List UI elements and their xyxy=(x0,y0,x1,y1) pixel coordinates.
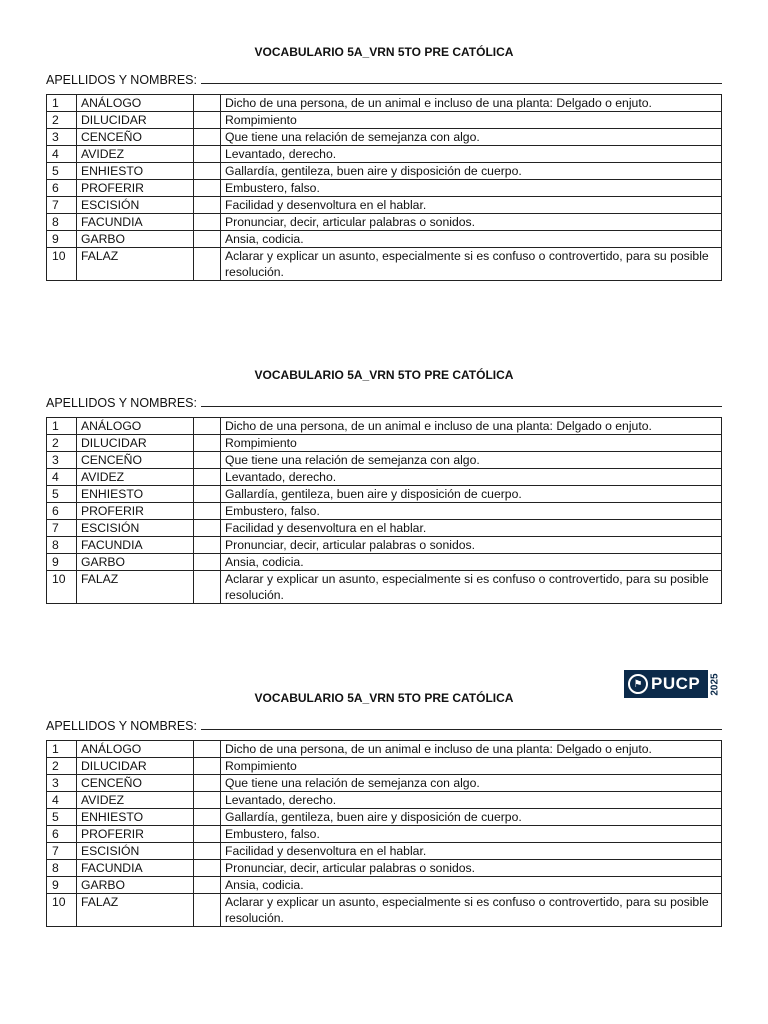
row-word: ENHIESTO xyxy=(77,486,194,503)
table-row xyxy=(47,775,722,792)
row-definition: Rompimiento xyxy=(221,112,722,129)
row-definition: Aclarar y explicar un asunto, especialmente si es confuso o controvertido, para su posible resolución. xyxy=(221,248,722,281)
table-row xyxy=(47,435,722,452)
table-row xyxy=(47,180,722,197)
row-definition: Gallardía, gentileza, buen aire y disposición de cuerpo. xyxy=(221,809,722,826)
row-definition: Gallardía, gentileza, buen aire y disposición de cuerpo. xyxy=(221,486,722,503)
row-definition: Embustero, falso. xyxy=(221,180,722,197)
row-definition: Que tiene una relación de semejanza con algo. xyxy=(221,452,722,469)
name-blank[interactable] xyxy=(201,718,722,730)
table-row xyxy=(47,469,722,486)
row-number: 4 xyxy=(47,792,77,809)
row-word: GARBO xyxy=(77,554,194,571)
logo-text: PUCP xyxy=(651,674,701,693)
row-definition: Gallardía, gentileza, buen aire y disposición de cuerpo. xyxy=(221,163,722,180)
vocabulary-table xyxy=(46,94,722,281)
row-definition: Facilidad y desenvoltura en el hablar. xyxy=(221,197,722,214)
row-definition: Pronunciar, decir, articular palabras o sonidos. xyxy=(221,537,722,554)
row-definition: Facilidad y desenvoltura en el hablar. xyxy=(221,520,722,537)
name-line xyxy=(46,395,722,411)
row-word: DILUCIDAR xyxy=(77,112,194,129)
row-number: 8 xyxy=(47,860,77,877)
row-answer-blank[interactable] xyxy=(194,537,221,554)
row-number: 10 xyxy=(47,571,77,604)
row-number: 1 xyxy=(47,95,77,112)
row-definition: Aclarar y explicar un asunto, especialmente si es confuso o controvertido, para su posible resolución. xyxy=(221,571,722,604)
row-definition: Dicho de una persona, de un animal e incluso de una planta: Delgado o enjuto. xyxy=(221,418,722,435)
row-definition: Pronunciar, decir, articular palabras o sonidos. xyxy=(221,214,722,231)
table-row xyxy=(47,571,722,604)
table-row xyxy=(47,214,722,231)
row-answer-blank[interactable] xyxy=(194,826,221,843)
row-answer-blank[interactable] xyxy=(194,95,221,112)
row-number: 9 xyxy=(47,554,77,571)
row-number: 4 xyxy=(47,146,77,163)
row-number: 6 xyxy=(47,180,77,197)
row-word: PROFERIR xyxy=(77,503,194,520)
row-number: 5 xyxy=(47,809,77,826)
table-row xyxy=(47,741,722,758)
vocabulary-table xyxy=(46,417,722,604)
row-number: 9 xyxy=(47,877,77,894)
table-row xyxy=(47,112,722,129)
row-answer-blank[interactable] xyxy=(194,248,221,281)
row-answer-blank[interactable] xyxy=(194,758,221,775)
row-answer-blank[interactable] xyxy=(194,163,221,180)
row-number: 1 xyxy=(47,741,77,758)
table-row xyxy=(47,792,722,809)
row-word: ENHIESTO xyxy=(77,163,194,180)
table-row xyxy=(47,486,722,503)
row-number: 3 xyxy=(47,452,77,469)
table-row xyxy=(47,894,722,927)
row-definition: Embustero, falso. xyxy=(221,503,722,520)
row-number: 6 xyxy=(47,826,77,843)
row-answer-blank[interactable] xyxy=(194,180,221,197)
row-answer-blank[interactable] xyxy=(194,503,221,520)
row-word: DILUCIDAR xyxy=(77,758,194,775)
row-number: 7 xyxy=(47,520,77,537)
row-word: ESCISIÓN xyxy=(77,520,194,537)
row-word: AVIDEZ xyxy=(77,792,194,809)
table-row xyxy=(47,503,722,520)
name-blank[interactable] xyxy=(201,72,722,84)
name-line xyxy=(46,72,722,88)
row-word: ANÁLOGO xyxy=(77,418,194,435)
row-definition: Ansia, codicia. xyxy=(221,231,722,248)
row-number: 3 xyxy=(47,129,77,146)
table-row xyxy=(47,843,722,860)
row-answer-blank[interactable] xyxy=(194,792,221,809)
row-answer-blank[interactable] xyxy=(194,129,221,146)
row-definition: Rompimiento xyxy=(221,435,722,452)
vocabulary-table xyxy=(46,740,722,927)
row-word: CENCEÑO xyxy=(77,129,194,146)
row-number: 3 xyxy=(47,775,77,792)
worksheet-title: VOCABULARIO 5A_VRN 5TO PRE CATÓLICA xyxy=(254,691,514,705)
table-row xyxy=(47,452,722,469)
row-answer-blank[interactable] xyxy=(194,112,221,129)
table-row xyxy=(47,197,722,214)
table-row xyxy=(47,129,722,146)
row-number: 2 xyxy=(47,435,77,452)
row-word: CENCEÑO xyxy=(77,452,194,469)
table-row xyxy=(47,758,722,775)
row-word: AVIDEZ xyxy=(77,146,194,163)
row-number: 1 xyxy=(47,418,77,435)
row-word: FALAZ xyxy=(77,894,194,927)
row-definition: Que tiene una relación de semejanza con algo. xyxy=(221,775,722,792)
table-row xyxy=(47,877,722,894)
worksheet-1 xyxy=(46,44,722,281)
row-word: CENCEÑO xyxy=(77,775,194,792)
row-word: FALAZ xyxy=(77,248,194,281)
vocabulary-rows xyxy=(47,95,722,281)
row-word: ANÁLOGO xyxy=(77,741,194,758)
worksheet-title: VOCABULARIO 5A_VRN 5TO PRE CATÓLICA xyxy=(254,368,514,382)
table-row xyxy=(47,418,722,435)
row-word: ANÁLOGO xyxy=(77,95,194,112)
row-answer-blank[interactable] xyxy=(194,741,221,758)
worksheet-title: VOCABULARIO 5A_VRN 5TO PRE CATÓLICA xyxy=(254,45,514,59)
row-number: 8 xyxy=(47,537,77,554)
row-definition: Ansia, codicia. xyxy=(221,877,722,894)
row-word: GARBO xyxy=(77,231,194,248)
row-number: 4 xyxy=(47,469,77,486)
table-row xyxy=(47,809,722,826)
worksheet-3 xyxy=(46,690,722,927)
table-row xyxy=(47,860,722,877)
row-word: ENHIESTO xyxy=(77,809,194,826)
name-label: APELLIDOS Y NOMBRES: xyxy=(46,73,197,87)
row-answer-blank[interactable] xyxy=(194,877,221,894)
row-definition: Levantado, derecho. xyxy=(221,792,722,809)
row-answer-blank[interactable] xyxy=(194,571,221,604)
table-row xyxy=(47,554,722,571)
row-answer-blank[interactable] xyxy=(194,520,221,537)
row-word: DILUCIDAR xyxy=(77,435,194,452)
name-blank[interactable] xyxy=(201,395,722,407)
row-definition: Levantado, derecho. xyxy=(221,469,722,486)
row-word: ESCISIÓN xyxy=(77,843,194,860)
table-row xyxy=(47,146,722,163)
row-answer-blank[interactable] xyxy=(194,231,221,248)
row-number: 10 xyxy=(47,248,77,281)
row-answer-blank[interactable] xyxy=(194,435,221,452)
row-number: 2 xyxy=(47,112,77,129)
row-answer-blank[interactable] xyxy=(194,860,221,877)
worksheet-2 xyxy=(46,367,722,604)
row-definition: Embustero, falso. xyxy=(221,826,722,843)
row-number: 5 xyxy=(47,163,77,180)
vocabulary-rows xyxy=(47,741,722,927)
row-definition: Dicho de una persona, de un animal e incluso de una planta: Delgado o enjuto. xyxy=(221,95,722,112)
row-answer-blank[interactable] xyxy=(194,843,221,860)
row-number: 8 xyxy=(47,214,77,231)
row-definition: Que tiene una relación de semejanza con algo. xyxy=(221,129,722,146)
row-answer-blank[interactable] xyxy=(194,197,221,214)
row-definition: Aclarar y explicar un asunto, especialmente si es confuso o controvertido, para su posible resolución. xyxy=(221,894,722,927)
row-number: 5 xyxy=(47,486,77,503)
row-definition: Dicho de una persona, de un animal e incluso de una planta: Delgado o enjuto. xyxy=(221,741,722,758)
row-answer-blank[interactable] xyxy=(194,469,221,486)
seal-icon: ⚑ xyxy=(628,674,648,694)
row-number: 6 xyxy=(47,503,77,520)
table-row xyxy=(47,537,722,554)
row-answer-blank[interactable] xyxy=(194,809,221,826)
table-row xyxy=(47,95,722,112)
row-number: 7 xyxy=(47,843,77,860)
name-label: APELLIDOS Y NOMBRES: xyxy=(46,396,197,410)
row-word: FACUNDIA xyxy=(77,537,194,554)
row-answer-blank[interactable] xyxy=(194,775,221,792)
row-definition: Rompimiento xyxy=(221,758,722,775)
row-word: FALAZ xyxy=(77,571,194,604)
row-answer-blank[interactable] xyxy=(194,146,221,163)
name-line xyxy=(46,718,722,734)
row-definition: Levantado, derecho. xyxy=(221,146,722,163)
name-label: APELLIDOS Y NOMBRES: xyxy=(46,719,197,733)
row-number: 10 xyxy=(47,894,77,927)
row-number: 2 xyxy=(47,758,77,775)
row-answer-blank[interactable] xyxy=(194,486,221,503)
row-answer-blank[interactable] xyxy=(194,894,221,927)
table-row xyxy=(47,248,722,281)
row-definition: Pronunciar, decir, articular palabras o sonidos. xyxy=(221,860,722,877)
vocabulary-rows xyxy=(47,418,722,604)
table-row xyxy=(47,231,722,248)
row-word: ESCISIÓN xyxy=(77,197,194,214)
table-row xyxy=(47,826,722,843)
row-word: AVIDEZ xyxy=(77,469,194,486)
row-answer-blank[interactable] xyxy=(194,214,221,231)
row-answer-blank[interactable] xyxy=(194,554,221,571)
row-answer-blank[interactable] xyxy=(194,452,221,469)
logo-year: 2025 xyxy=(709,672,721,696)
row-word: GARBO xyxy=(77,877,194,894)
row-number: 9 xyxy=(47,231,77,248)
row-definition: Ansia, codicia. xyxy=(221,554,722,571)
row-definition: Facilidad y desenvoltura en el hablar. xyxy=(221,843,722,860)
row-word: FACUNDIA xyxy=(77,214,194,231)
table-row xyxy=(47,163,722,180)
row-word: PROFERIR xyxy=(77,826,194,843)
row-word: FACUNDIA xyxy=(77,860,194,877)
table-row xyxy=(47,520,722,537)
row-number: 7 xyxy=(47,197,77,214)
row-answer-blank[interactable] xyxy=(194,418,221,435)
row-word: PROFERIR xyxy=(77,180,194,197)
